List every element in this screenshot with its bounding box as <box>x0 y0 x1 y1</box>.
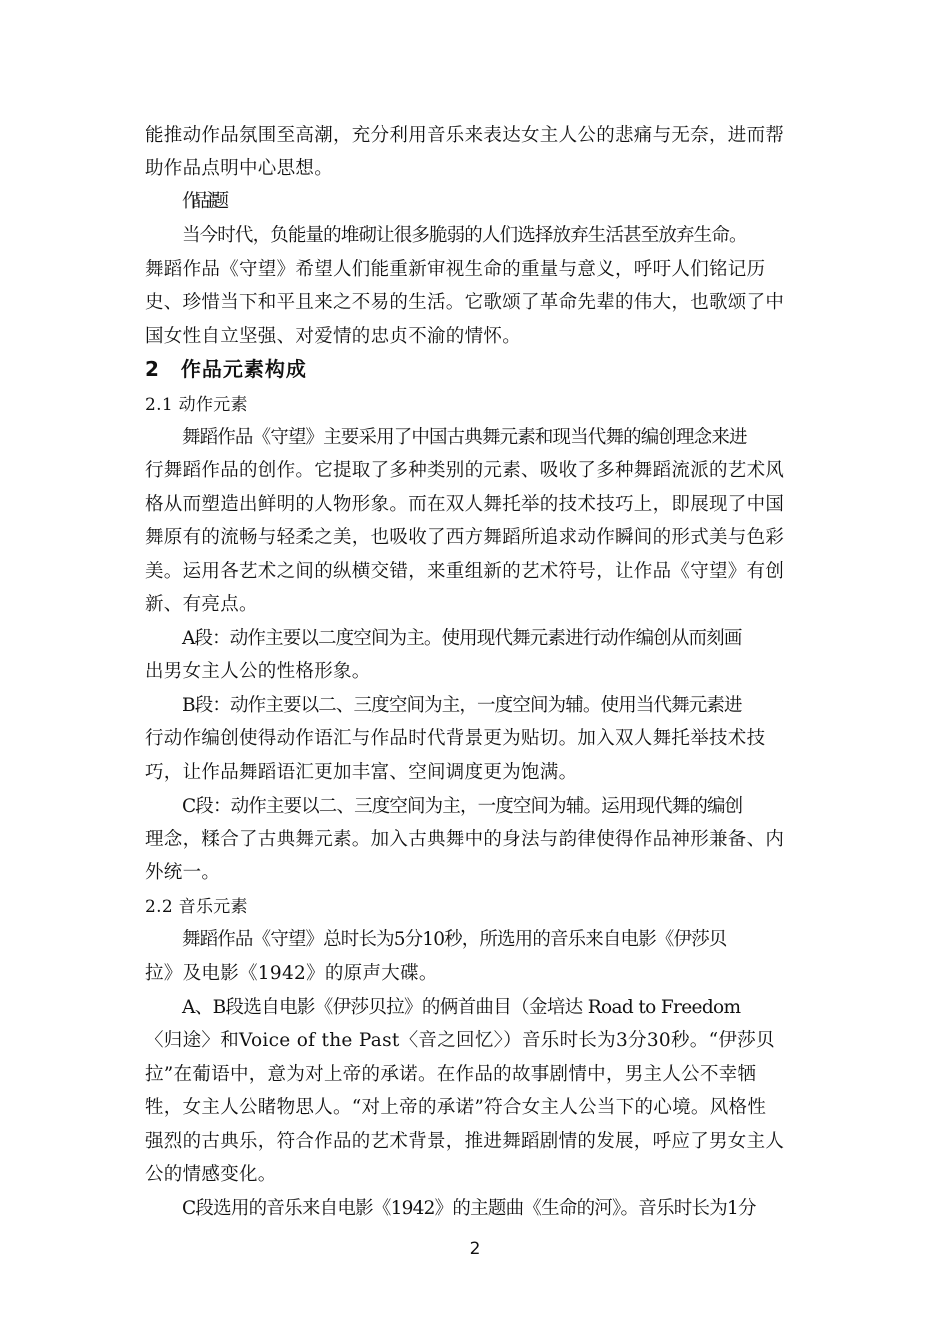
body-text-line: 舞蹈作品《守望》总时长为5分10秒，所选用的音乐来自电影《伊莎贝 <box>182 929 727 950</box>
body-text-line: 格从而塑造出鲜明的人物形象。而在双人舞托举的技术技巧上，即展现了中国 <box>145 494 785 515</box>
body-text-line: C段选用的音乐来自电影《1942》的主题曲《生命的河》。音乐时长为1分 <box>182 1198 756 1219</box>
body-text-line: 强烈的古典乐，符合作品的艺术背景，推进舞蹈剧情的发展，呼应了男女主人 <box>145 1131 785 1152</box>
body-text-line: A段：动作主要以二度空间为主。使用现代舞元素进行动作编创从而刻画 <box>182 628 742 649</box>
body-text-line: 拉》及电影《1942》的原声大碟。 <box>145 963 438 984</box>
body-text-line: B段：动作主要以二、三度空间为主，一度空间为辅。使用当代舞元素进 <box>182 695 742 716</box>
body-text-line: 史、珍惜当下和平且来之不易的生活。它歌颂了革命先辈的伟大，也歌颂了中 <box>145 292 785 313</box>
body-text-line: 助作品点明中心思想。 <box>145 158 334 179</box>
page-number: 2 <box>469 1239 481 1259</box>
body-text-line: 外统一。 <box>145 862 221 883</box>
section-heading: 2 作品元素构成 <box>145 357 307 381</box>
subsection-title: 作品主题 <box>182 191 221 212</box>
body-text-line: 理念，糅合了古典舞元素。加入古典舞中的身法与韵律使得作品神形兼备、内 <box>145 829 785 850</box>
body-text-line: 牲，女主人公睹物思人。“对上帝的承诺”符合女主人公当下的心境。风格性 <box>145 1097 767 1118</box>
subsection-heading: 2.1 动作元素 <box>145 395 248 415</box>
body-text-line: 行舞蹈作品的创作。它提取了多种类别的元素、吸收了多种舞蹈流派的艺术风 <box>145 460 785 481</box>
body-text-line: C段：动作主要以二、三度空间为主，一度空间为辅。运用现代舞的编创 <box>182 796 743 817</box>
body-text-line: A、B段选自电影《伊莎贝拉》的俩首曲目（金培达 Road to Freedom <box>182 997 741 1018</box>
body-text-line: 〈归途〉和Voice of the Past〈音之回忆〉）音乐时长为3分30秒。“伊莎贝 <box>145 1030 775 1051</box>
body-text-line: 行动作编创使得动作语汇与作品时代背景更为贴切。加入双人舞托举技术技 <box>145 728 766 749</box>
body-text-line: 舞蹈作品《守望》希望人们能重新审视生命的重量与意义，呼吁人们铭记历 <box>145 259 766 280</box>
body-text-line: 拉”在葡语中，意为对上帝的承诺。在作品的故事剧情中，男主人公不幸牺 <box>145 1064 757 1085</box>
body-text-line: 巧，让作品舞蹈语汇更加丰富、空间调度更为饱满。 <box>145 762 578 783</box>
body-text-line: 当今时代，负能量的堆砌让很多脆弱的人们选择放弃生活甚至放弃生命。 <box>182 225 747 246</box>
body-text-line: 能推动作品氛围至高潮，充分利用音乐来表达女主人公的悲痛与无奈，进而帮 <box>145 125 785 146</box>
body-text-line: 国女性自立坚强、对爱情的忠贞不渝的情怀。 <box>145 326 522 347</box>
body-text-line: 美。运用各艺术之间的纵横交错，来重组新的艺术符号，让作品《守望》有创 <box>145 561 785 582</box>
body-text-line: 舞原有的流畅与轻柔之美，也吸收了西方舞蹈所追求动作瞬间的形式美与色彩 <box>145 527 785 548</box>
body-text-line: 新、有亮点。 <box>145 594 258 615</box>
body-text-line: 出男女主人公的性格形象。 <box>145 661 371 682</box>
body-text-line: 公的情感变化。 <box>145 1164 277 1185</box>
subsection-heading: 2.2 音乐元素 <box>145 897 248 917</box>
body-text-line: 舞蹈作品《守望》主要采用了中国古典舞元素和现当代舞的编创理念来进 <box>182 427 747 448</box>
